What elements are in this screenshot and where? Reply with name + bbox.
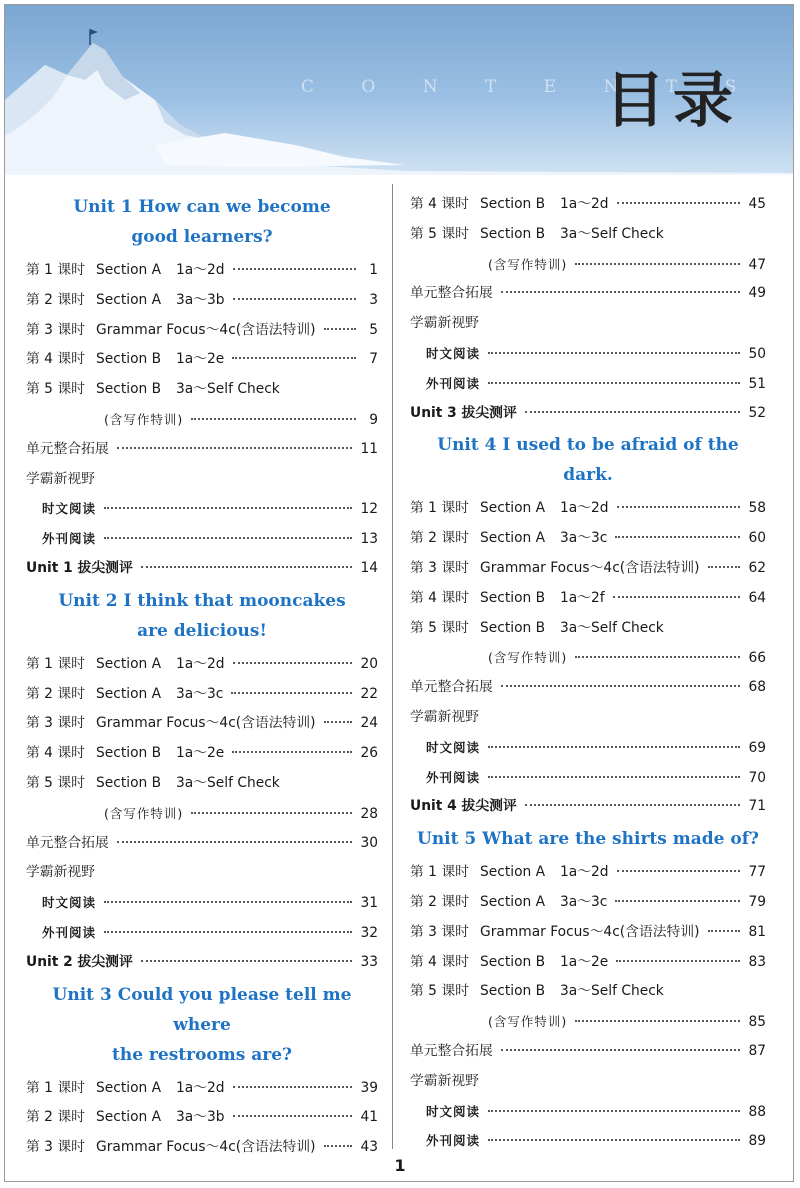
test-label: Unit 1 拔尖测评 [26, 559, 133, 576]
toc-sub-row[interactable] [410, 1126, 766, 1156]
leader-dots [501, 291, 741, 293]
entry-label: 单元整合拓展 [26, 834, 109, 851]
page-ref: 13 [360, 531, 378, 548]
contents-word: C O N T E N T S [301, 77, 758, 97]
sub-entry-label: 时文阅读 [42, 501, 97, 517]
page-ref: 45 [748, 196, 766, 212]
part-label: 1a～2f [560, 589, 605, 606]
section-label: Section A [96, 262, 162, 278]
page-ref: 81 [748, 923, 766, 940]
leader-dots [488, 1139, 740, 1141]
leader-dots [117, 447, 353, 449]
lesson-label: 第 2 课时 [26, 1109, 85, 1126]
page-ref: 33 [360, 953, 378, 970]
entry-label: 学霸新视野 [410, 315, 479, 332]
leader-dots [488, 746, 740, 748]
leader-dots [488, 352, 740, 354]
toc-lesson-row[interactable] [26, 680, 378, 710]
leader-dots [233, 298, 356, 300]
leader-dots [575, 263, 740, 265]
part-label: 1a～2d [176, 655, 225, 672]
page-ref: 28 [360, 805, 378, 822]
page-ref: 43 [360, 1139, 378, 1156]
entry-label: 学霸新视野 [26, 470, 95, 487]
page-ref: 49 [748, 285, 766, 302]
test-label: Unit 2 拔尖测评 [26, 953, 133, 970]
unit-heading-line: Unit 5 What are the shirts made of? [417, 829, 759, 850]
page-ref: 58 [748, 500, 766, 517]
sub-entry-label: 时文阅读 [426, 739, 481, 755]
toc-continuation-row[interactable] [410, 643, 766, 673]
sub-entry-label: 时文阅读 [42, 895, 97, 911]
part-label: 3a～Self Check [176, 381, 280, 398]
unit-heading-line: Unit 1 How can we become [73, 197, 331, 217]
part-label: 1a～2d [560, 196, 609, 212]
unit-heading-line: Unit 2 I think that mooncakes [58, 590, 346, 611]
section-label: Section B [480, 589, 546, 606]
page-ref: 66 [748, 650, 766, 667]
leader-dots [488, 776, 740, 778]
section-label: Section A [96, 1109, 162, 1126]
page-ref: 39 [360, 1079, 378, 1096]
lesson-label: 第 4 课时 [26, 351, 85, 368]
part-label: 1a～2e [176, 745, 225, 762]
lesson-label: 第 1 课时 [26, 655, 85, 672]
lesson-label: 第 3 课时 [410, 923, 469, 940]
toc-lesson-row[interactable] [26, 256, 378, 286]
entry-label: 单元整合拓展 [410, 679, 493, 696]
toc-entry-row[interactable] [410, 703, 766, 733]
lesson-label: 第 2 课时 [26, 685, 85, 702]
part-label: Grammar Focus～4c(含语法特训) [480, 559, 700, 576]
leader-dots [615, 536, 740, 538]
toc-lesson-row[interactable] [410, 977, 766, 1007]
page-ref: 11 [360, 440, 378, 457]
section-label: Section B [96, 381, 162, 398]
page-ref: 52 [748, 404, 766, 421]
page-ref: 68 [748, 679, 766, 696]
leader-dots [708, 566, 741, 568]
toc-entry-row[interactable] [26, 465, 378, 495]
leader-dots [232, 357, 356, 359]
lesson-label: 第 2 课时 [410, 893, 469, 910]
entry-label: 单元整合拓展 [410, 285, 493, 302]
part-label: 3a～3b [176, 1109, 225, 1126]
part-label: 1a～2e [560, 953, 609, 970]
continuation-label: (含写作特训) [104, 411, 184, 427]
leader-dots [615, 900, 740, 902]
leader-dots [575, 656, 740, 658]
page-ref: 70 [748, 769, 766, 786]
section-label: Section A [480, 893, 546, 910]
page-ref: 14 [360, 559, 378, 576]
continuation-label: (含写作特训) [104, 805, 184, 821]
entry-label: 学霸新视野 [410, 1072, 479, 1089]
leader-dots [525, 411, 741, 413]
section-label: Section B [480, 196, 546, 212]
page-ref: 22 [360, 685, 378, 702]
lesson-label: 第 1 课时 [26, 1079, 85, 1096]
part-label: 3a～3c [560, 530, 608, 547]
lesson-label: 第 5 课时 [26, 381, 85, 398]
part-label: 3a～Self Check [560, 619, 664, 636]
page-number: 1 [394, 1156, 406, 1175]
toc-lesson-row[interactable] [26, 286, 378, 316]
part-label: 1a～2d [560, 864, 609, 881]
toc-lesson-row[interactable] [26, 375, 378, 405]
toc-entry-row[interactable] [410, 309, 766, 339]
toc-lesson-row[interactable] [410, 554, 766, 584]
toc-entry-row[interactable] [410, 1037, 766, 1067]
toc-lesson-row[interactable] [26, 739, 378, 769]
section-label: Section A [96, 655, 162, 672]
part-label: 1a～2d [560, 500, 609, 517]
lesson-label: 第 5 课时 [410, 225, 469, 242]
leader-dots [231, 692, 352, 694]
unit-heading-line: are delicious! [137, 620, 267, 641]
leader-dots [233, 1115, 353, 1117]
toc-continuation-row[interactable] [26, 799, 378, 829]
page-ref: 20 [360, 655, 378, 672]
page-ref: 71 [748, 798, 766, 815]
page-ref: 7 [369, 351, 378, 368]
lesson-label: 第 3 课时 [26, 321, 85, 338]
unit-heading[interactable] [26, 584, 378, 650]
sub-entry-label: 外刊阅读 [426, 1133, 481, 1149]
leader-dots [501, 1049, 741, 1051]
column-divider [392, 184, 393, 1149]
test-label: Unit 4 拔尖测评 [410, 798, 517, 815]
toc-right-column [410, 190, 766, 1156]
sub-entry-label: 外刊阅读 [426, 375, 481, 391]
toc-sub-row[interactable] [410, 733, 766, 763]
toc-lesson-row[interactable] [26, 650, 378, 680]
toc-lesson-row[interactable] [26, 769, 378, 799]
toc-lesson-row[interactable] [26, 1074, 378, 1104]
toc-lesson-row[interactable] [410, 858, 766, 888]
section-label: Section B [480, 953, 546, 970]
page-title: 目录 [605, 66, 741, 136]
section-label: Section B [96, 745, 162, 762]
toc-sub-row[interactable] [410, 369, 766, 399]
part-label: Grammar Focus～4c(含语法特训) [96, 1139, 316, 1156]
toc-test-row[interactable] [410, 399, 766, 429]
toc-sub-row[interactable] [26, 494, 378, 524]
continuation-label: (含写作特训) [488, 650, 568, 666]
part-label: Grammar Focus～4c(含语法特训) [480, 923, 700, 940]
section-label: Section B [480, 619, 546, 636]
entry-label: 学霸新视野 [410, 708, 479, 725]
entry-label: 单元整合拓展 [26, 440, 109, 457]
page-ref: 79 [748, 893, 766, 910]
toc-entry-row[interactable] [26, 829, 378, 859]
entry-label: 学霸新视野 [26, 864, 95, 881]
part-label: 3a～3c [560, 893, 608, 910]
leader-dots [501, 685, 741, 687]
section-label: Section B [96, 774, 162, 791]
unit-heading[interactable] [26, 978, 378, 1074]
leader-dots [617, 506, 741, 508]
leader-dots [233, 268, 356, 270]
page-ref: 77 [748, 864, 766, 881]
toc-lesson-row[interactable] [26, 345, 378, 375]
toc-sub-row[interactable] [410, 763, 766, 793]
toc-sub-row[interactable] [26, 918, 378, 948]
page-ref: 83 [748, 953, 766, 970]
lesson-label: 第 3 课时 [26, 1139, 85, 1156]
lesson-label: 第 2 课时 [410, 530, 469, 547]
lesson-label: 第 4 课时 [410, 953, 469, 970]
section-label: Section A [96, 1079, 162, 1096]
leader-dots [104, 537, 352, 539]
leader-dots [613, 596, 741, 598]
lesson-label: 第 3 课时 [410, 559, 469, 576]
unit-heading[interactable] [410, 428, 766, 494]
section-label: Section B [96, 351, 162, 368]
part-label: 1a～2d [176, 1079, 225, 1096]
page-ref: 64 [748, 589, 766, 606]
part-label: Grammar Focus～4c(含语法特训) [96, 321, 316, 338]
section-label: Section A [480, 530, 546, 547]
test-label: Unit 3 拔尖测评 [410, 404, 517, 421]
toc-lesson-row[interactable] [26, 316, 378, 346]
toc-sub-row[interactable] [410, 1097, 766, 1127]
leader-dots [324, 721, 353, 723]
leader-dots [117, 841, 353, 843]
toc-lesson-row[interactable] [410, 220, 766, 250]
sub-entry-label: 时文阅读 [426, 345, 481, 361]
leader-dots [575, 1020, 740, 1022]
leader-dots [191, 418, 356, 420]
toc-sub-row[interactable] [410, 339, 766, 369]
lesson-label: 第 4 课时 [26, 745, 85, 762]
page-ref: 31 [360, 895, 378, 912]
page-ref: 60 [748, 530, 766, 547]
leader-dots [141, 960, 353, 962]
section-label: Section A [480, 864, 546, 881]
sub-entry-label: 外刊阅读 [426, 769, 481, 785]
toc-entry-row[interactable] [26, 858, 378, 888]
part-label: 3a～Self Check [560, 983, 664, 1000]
unit-heading-line: good learners? [131, 227, 273, 247]
unit-heading-line: the restrooms are? [111, 1044, 292, 1065]
toc-lesson-row[interactable] [26, 1103, 378, 1133]
unit-heading[interactable] [410, 822, 766, 858]
toc-test-row[interactable] [26, 554, 378, 584]
page-ref: 62 [748, 559, 766, 576]
toc-entry-row[interactable] [410, 673, 766, 703]
leader-dots [324, 1145, 353, 1147]
toc-left-column [26, 190, 378, 1163]
header-banner [5, 5, 793, 175]
lesson-label: 第 4 课时 [410, 589, 469, 606]
sub-entry-label: 外刊阅读 [42, 924, 97, 940]
page-ref: 47 [748, 256, 766, 273]
toc-entry-row[interactable] [410, 279, 766, 309]
leader-dots [232, 751, 352, 753]
page-ref: 69 [748, 739, 766, 756]
leader-dots [617, 202, 741, 204]
page-ref: 89 [748, 1133, 766, 1150]
toc-test-row[interactable] [410, 792, 766, 822]
toc-lesson-row[interactable] [410, 584, 766, 614]
continuation-label: (含写作特训) [488, 1014, 568, 1030]
toc-test-row[interactable] [26, 948, 378, 978]
part-label: Grammar Focus～4c(含语法特训) [96, 715, 316, 732]
toc-continuation-row[interactable] [410, 1007, 766, 1037]
leader-dots [488, 382, 740, 384]
page-ref: 50 [748, 345, 766, 362]
page-ref: 85 [748, 1014, 766, 1031]
lesson-label: 第 5 课时 [26, 774, 85, 791]
page-ref: 24 [360, 715, 378, 732]
leader-dots [324, 328, 356, 330]
section-label: Section A [96, 685, 162, 702]
toc-entry-row[interactable] [410, 1067, 766, 1097]
leader-dots [233, 1086, 353, 1088]
lesson-label: 第 5 课时 [410, 619, 469, 636]
leader-dots [104, 931, 352, 933]
toc-lesson-row[interactable] [410, 524, 766, 554]
part-label: 3a～3c [176, 685, 224, 702]
leader-dots [616, 960, 740, 962]
part-label: 3a～Self Check [560, 225, 664, 242]
lesson-label: 第 1 课时 [26, 262, 85, 278]
entry-label: 单元整合拓展 [410, 1042, 493, 1059]
leader-dots [233, 662, 353, 664]
toc-lesson-row[interactable] [410, 614, 766, 644]
toc-lesson-row[interactable] [410, 948, 766, 978]
page-ref: 51 [748, 375, 766, 392]
part-label: 3a～Self Check [176, 774, 280, 791]
leader-dots [708, 930, 741, 932]
unit-heading-line: Unit 3 Could you please tell me where [52, 984, 352, 1035]
lesson-label: 第 4 课时 [410, 196, 469, 212]
page-ref: 5 [369, 321, 378, 338]
page-ref: 41 [360, 1109, 378, 1126]
page-ref: 87 [748, 1042, 766, 1059]
toc-continuation-row[interactable] [26, 405, 378, 435]
leader-dots [191, 812, 352, 814]
toc-sub-row[interactable] [26, 888, 378, 918]
section-label: Section B [480, 983, 546, 1000]
page-ref: 3 [369, 291, 378, 308]
leader-dots [488, 1110, 740, 1112]
section-label: Section A [480, 500, 546, 517]
page-ref: 88 [748, 1103, 766, 1120]
lesson-label: 第 5 课时 [410, 983, 469, 1000]
toc-lesson-row[interactable] [410, 888, 766, 918]
section-label: Section B [480, 225, 546, 242]
unit-heading-line: Unit 4 I used to be afraid of the dark. [437, 435, 739, 486]
leader-dots [104, 901, 352, 903]
continuation-label: (含写作特训) [488, 256, 568, 272]
sub-entry-label: 时文阅读 [426, 1103, 481, 1119]
lesson-label: 第 2 课时 [26, 291, 85, 308]
lesson-label: 第 1 课时 [410, 864, 469, 881]
page-ref: 9 [369, 411, 378, 428]
unit-heading[interactable] [26, 190, 378, 256]
page-ref: 26 [360, 745, 378, 762]
page-ref: 32 [360, 924, 378, 941]
toc-lesson-row[interactable] [26, 709, 378, 739]
leader-dots [141, 566, 353, 568]
part-label: 1a～2d [176, 262, 225, 278]
toc-entry-row[interactable] [26, 435, 378, 465]
leader-dots [525, 804, 741, 806]
leader-dots [104, 507, 352, 509]
page-ref: 1 [369, 262, 378, 278]
toc-sub-row[interactable] [26, 524, 378, 554]
toc-lesson-row[interactable] [410, 494, 766, 524]
section-label: Section A [96, 291, 162, 308]
toc-continuation-row[interactable] [410, 250, 766, 280]
leader-dots [617, 870, 741, 872]
toc-lesson-row[interactable] [410, 918, 766, 948]
sub-entry-label: 外刊阅读 [42, 531, 97, 547]
toc-lesson-row[interactable] [410, 190, 766, 220]
page-ref: 30 [360, 834, 378, 851]
page-ref: 12 [360, 501, 378, 518]
part-label: 3a～3b [176, 291, 225, 308]
part-label: 1a～2e [176, 351, 225, 368]
lesson-label: 第 3 课时 [26, 715, 85, 732]
lesson-label: 第 1 课时 [410, 500, 469, 517]
